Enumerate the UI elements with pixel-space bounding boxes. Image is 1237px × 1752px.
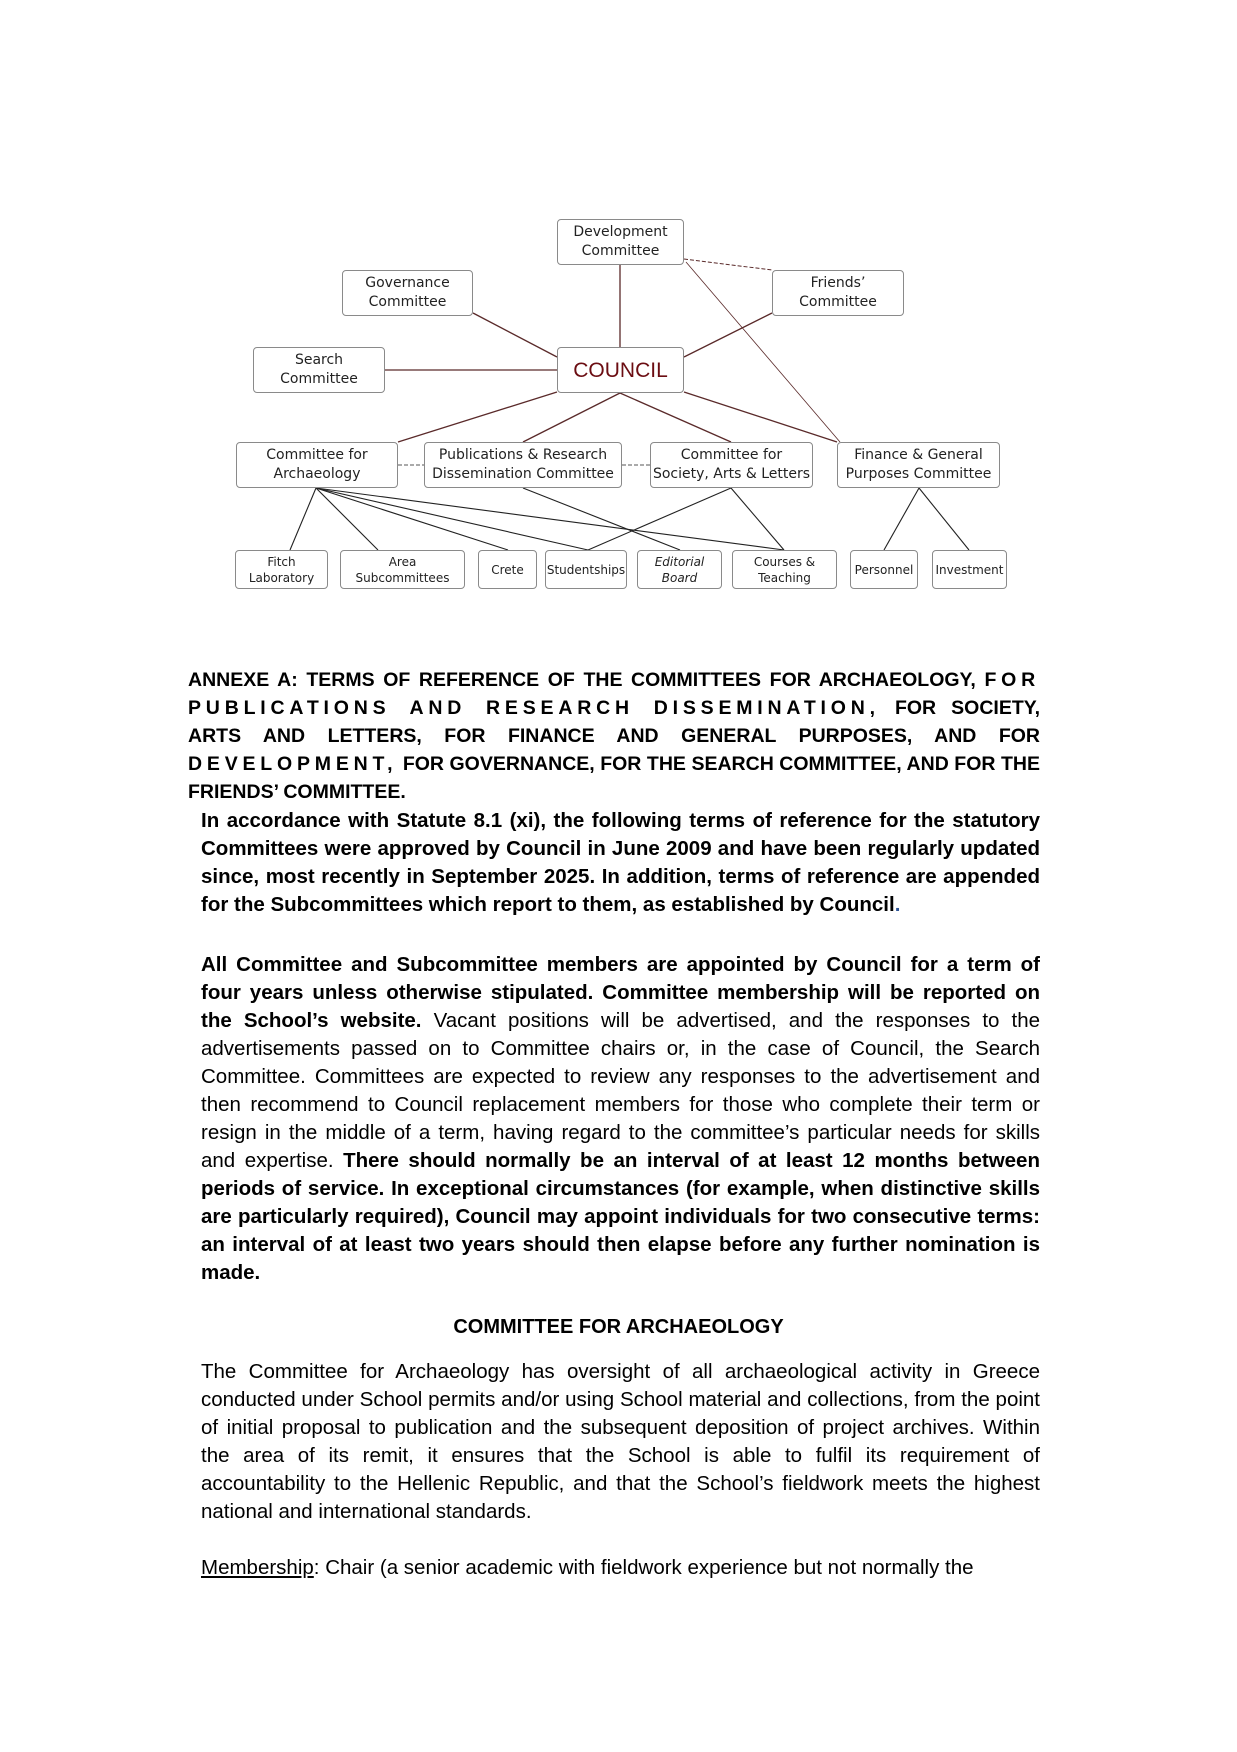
section-heading: COMMITTEE FOR ARCHAEOLOGY [453, 1316, 784, 1338]
node-investment: Investment [932, 550, 1007, 589]
node-search-committee: Search Committee [253, 347, 385, 393]
node-society-arts-letters-committee: Committee for Society, Arts & Letters [650, 442, 813, 488]
committee-structure-diagram [0, 0, 1237, 620]
node-studentships: Studentships [545, 550, 627, 589]
node-crete: Crete [478, 550, 537, 589]
node-finance-general-purposes-committee: Finance & General Purposes Committee [837, 442, 1000, 488]
node-development-committee: Development Committee [557, 219, 684, 265]
membership-label: Membership [201, 1556, 314, 1579]
node-area-subcommittees: Area Subcommittees [340, 550, 465, 589]
annex-title: ANNEXE A: TERMS OF REFERENCE OF THE COMMITTEES FOR ARCHAEOLOGY, FOR PUBLICATIONS AND RESEARCH DISSEMINATION, FOR SOCIETY, ARTS AND LETTERS, FOR FINANCE AND GENERAL PURPOSES, AND FOR DEVELOPMENT, FOR GOVERNANCE, FOR THE SEARCH COMMITTEE, AND FOR THE FRIENDS’ COMMITTEE. [188, 669, 1041, 803]
node-friends-committee: Friends’ Committee [772, 270, 904, 316]
node-fitch-laboratory: Fitch Laboratory [235, 550, 328, 589]
node-editorial-board: Editorial Board [637, 550, 722, 589]
diagram-connectors [0, 0, 1237, 620]
node-governance-committee: Governance Committee [342, 270, 473, 316]
node-courses-teaching: Courses & Teaching [732, 550, 837, 589]
node-publications-committee: Publications & Research Dissemination Committee [424, 442, 622, 488]
node-council: COUNCIL [557, 347, 684, 393]
intro-paragraph: In accordance with Statute 8.1 (xi), the following terms of reference for the statutory Committees were approved by Council in June 2009 and have been regularly updated since, most recently in September 2025. In addition, terms of reference are appended for the Subcommittees which report to them, as established by Council. [201, 809, 1040, 916]
membership-rules-paragraph: All Committee and Subcommittee members are appointed by Council for a term of four years unless otherwise stipulated. Committee membership will be reported on the School’s website. Vacant positions will be advertised, and the responses to the advertisements passed on to Committee chairs or, in the case of Council, the Search Committee. Committees are expected to review any responses to the advertisement and then recommend to Council replacement members for those who complete their term or resign in the middle of a term, having regard to the committee’s particular needs for skills and expertise. There should normally be an interval of at least 12 months between periods of service. In exceptional circumstances (for example, when distinctive skills are particularly required), Council may appoint individuals for two consecutive terms: an interval of at least two years should then elapse before any further nomination is made. [201, 953, 1041, 1284]
section-body-paragraph: The Committee for Archaeology has oversight of all archaeological activity in Greece conducted under School permits and/or using School material and collections, from the point of initial proposal to publication and the subsequent deposition of project archives. Within the area of its remit, it ensures that the School is able to fulfil its requirement of accountability to the Hellenic Republic, and that the School’s fieldwork meets the highest national and international standards. [201, 1360, 1040, 1523]
node-committee-for-archaeology: Committee for Archaeology [236, 442, 398, 488]
node-personnel: Personnel [850, 550, 918, 589]
membership-paragraph: Membership: Chair (a senior academic with fieldwork experience but not normally the [201, 1556, 974, 1579]
